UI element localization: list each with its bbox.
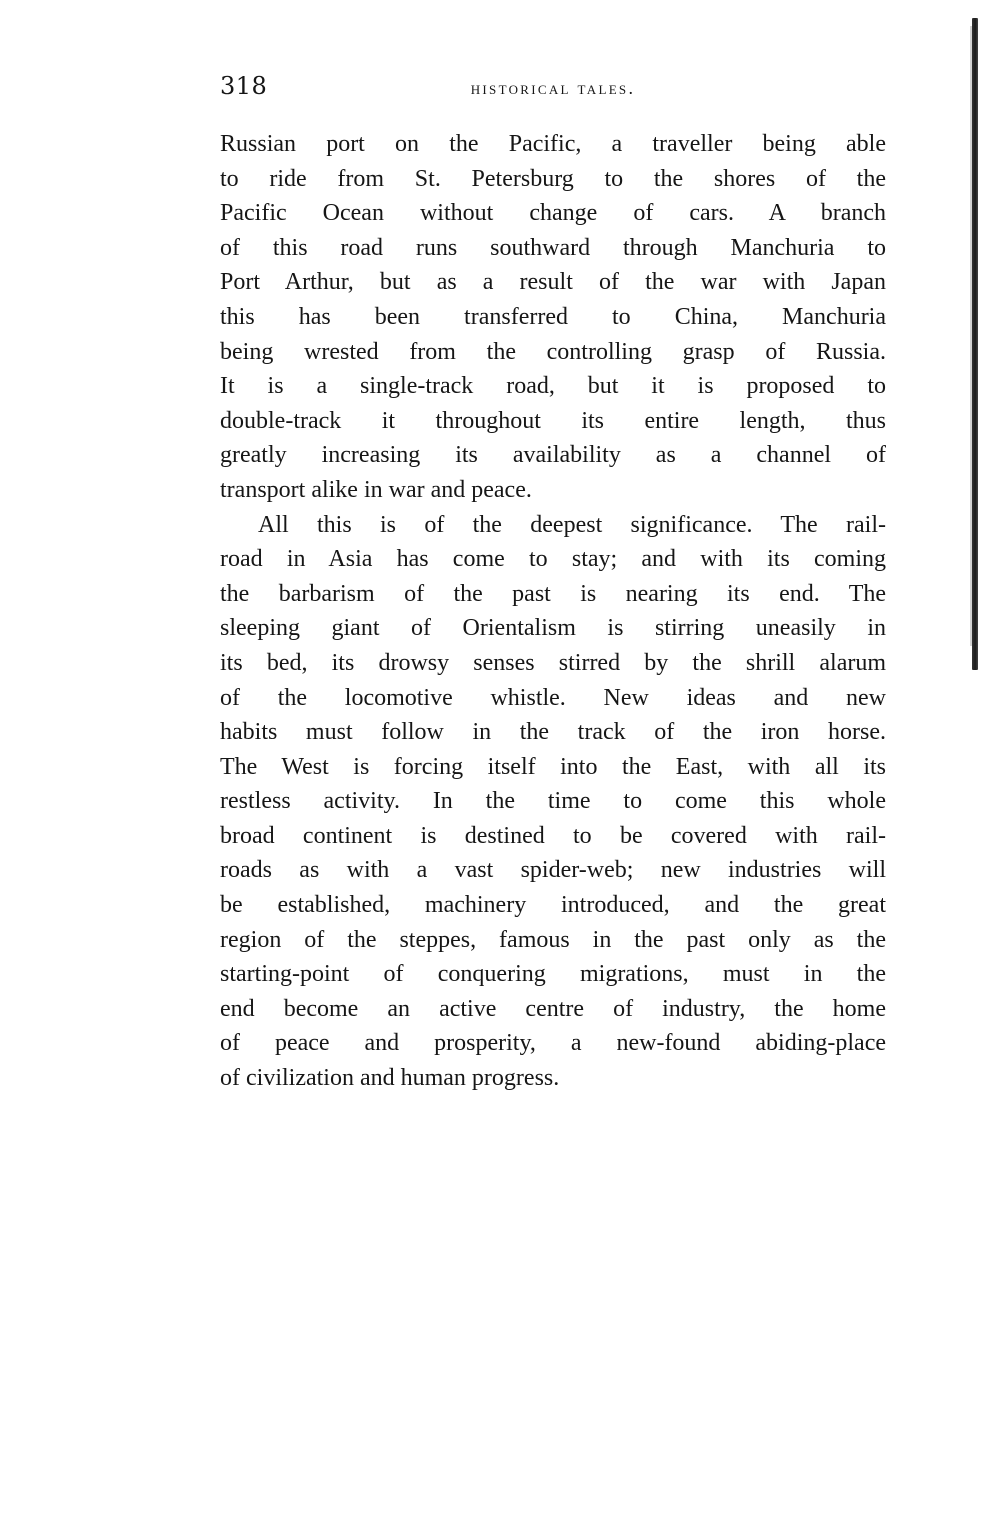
text-line: its bed, its drowsy senses stirred by the shrill alarum	[220, 649, 886, 676]
text-line: this has been transferred to China, Manchuria	[220, 303, 886, 330]
text-line: to ride from St. Petersburg to the shores of the	[220, 165, 886, 192]
text-line: region of the steppes, famous in the past only as the	[220, 926, 886, 953]
text-line: restless activity. In the time to come this whole	[220, 788, 886, 815]
text-line: the barbarism of the past is nearing its end. The	[220, 580, 886, 607]
running-title: historical tales.	[470, 78, 636, 98]
text-line: road in Asia has come to stay; and with its coming	[220, 546, 886, 573]
text-line: be established, machinery introduced, and the great	[220, 892, 886, 919]
running-head	[220, 72, 886, 106]
text-line: It is a single-track road, but it is proposed to	[220, 373, 886, 400]
text-line: Pacific Ocean without change of cars. A branch	[220, 200, 886, 227]
text-line: transport alike in war and peace.	[220, 476, 532, 503]
text-line: double-track it throughout its entire length, thus	[220, 407, 886, 434]
text-line: sleeping giant of Orientalism is stirring uneasily in	[220, 615, 886, 642]
text-line: The West is forcing itself into the East, with all its	[220, 753, 886, 780]
text-line: broad continent is destined to be covered with rail-	[220, 822, 886, 849]
text-line: Russian port on the Pacific, a traveller being able	[220, 131, 886, 157]
text-line: of this road runs southward through Manchuria to	[220, 234, 886, 261]
text-line: end become an active centre of industry, the home	[220, 995, 886, 1022]
text-line: greatly increasing its availability as a channel of	[220, 442, 886, 469]
text-line: roads as with a vast spider-web; new industries will	[220, 857, 886, 884]
paragraph-continued	[220, 127, 886, 508]
text-line: of the locomotive whistle. New ideas and new	[220, 684, 886, 711]
text-line: habits must follow in the track of the iron horse.	[220, 719, 886, 746]
text-line: of peace and prosperity, a new-found abiding-place	[220, 1030, 886, 1057]
text-line: of civilization and human progress.	[220, 1065, 560, 1092]
paragraph-railroad-asia	[220, 508, 886, 1096]
body-text	[220, 127, 886, 1096]
page-edge-shadow	[972, 18, 978, 670]
page-number: 318	[220, 72, 268, 100]
text-line: Port Arthur, but as a result of the war with Japan	[220, 269, 886, 296]
text-line: being wrested from the controlling grasp of Russia.	[220, 338, 886, 365]
text-line: All this is of the deepest significance. The rail-	[258, 511, 886, 538]
text-line: starting-point of conquering migrations, must in the	[220, 961, 886, 988]
